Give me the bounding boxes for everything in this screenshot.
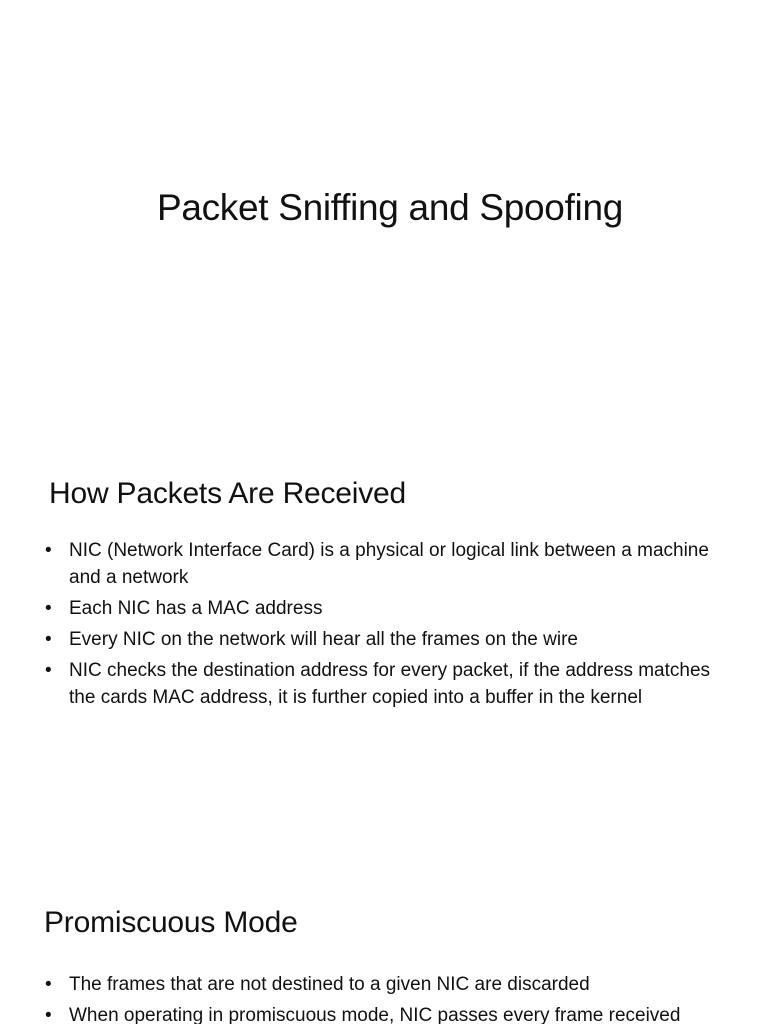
bullet-item	[45, 971, 735, 998]
slide-title	[0, 0, 768, 432]
bullet-text: Every NIC on the network will hear all the frames on the wire	[69, 629, 578, 650]
presentation-title: Packet Sniffing and Spoofing	[156, 187, 624, 228]
bullet-list	[45, 537, 735, 715]
bullet-item	[45, 1002, 735, 1024]
bullet-icon: •	[45, 540, 52, 561]
bullet-item	[45, 657, 735, 711]
bullet-icon: •	[45, 1005, 52, 1024]
bullet-item	[45, 595, 735, 622]
bullet-item	[45, 537, 735, 591]
bullet-icon: •	[45, 629, 52, 650]
bullet-text: When operating in promiscuous mode, NIC passes every frame received	[69, 1005, 681, 1024]
bullet-icon: •	[45, 598, 52, 619]
bullet-icon: •	[45, 974, 52, 995]
bullet-text: NIC (Network Interface Card) is a physical or logical link between a machine and a network	[69, 540, 709, 588]
bullet-icon: •	[45, 660, 52, 681]
bullet-text: The frames that are not destined to a given NIC are discarded	[69, 974, 590, 995]
bullet-item	[45, 626, 735, 653]
slide-heading: How Packets Are Received	[49, 477, 407, 510]
slide-how-packets-received	[0, 432, 768, 864]
bullet-list	[45, 971, 735, 1024]
bullet-text: Each NIC has a MAC address	[69, 598, 323, 619]
slide-promiscuous-mode	[0, 864, 768, 1024]
slide-heading: Promiscuous Mode	[44, 906, 298, 939]
bullet-text: NIC checks the destination address for every packet, if the address matches the cards MAC address, it is further copied into a buffer in the kernel	[69, 660, 711, 708]
